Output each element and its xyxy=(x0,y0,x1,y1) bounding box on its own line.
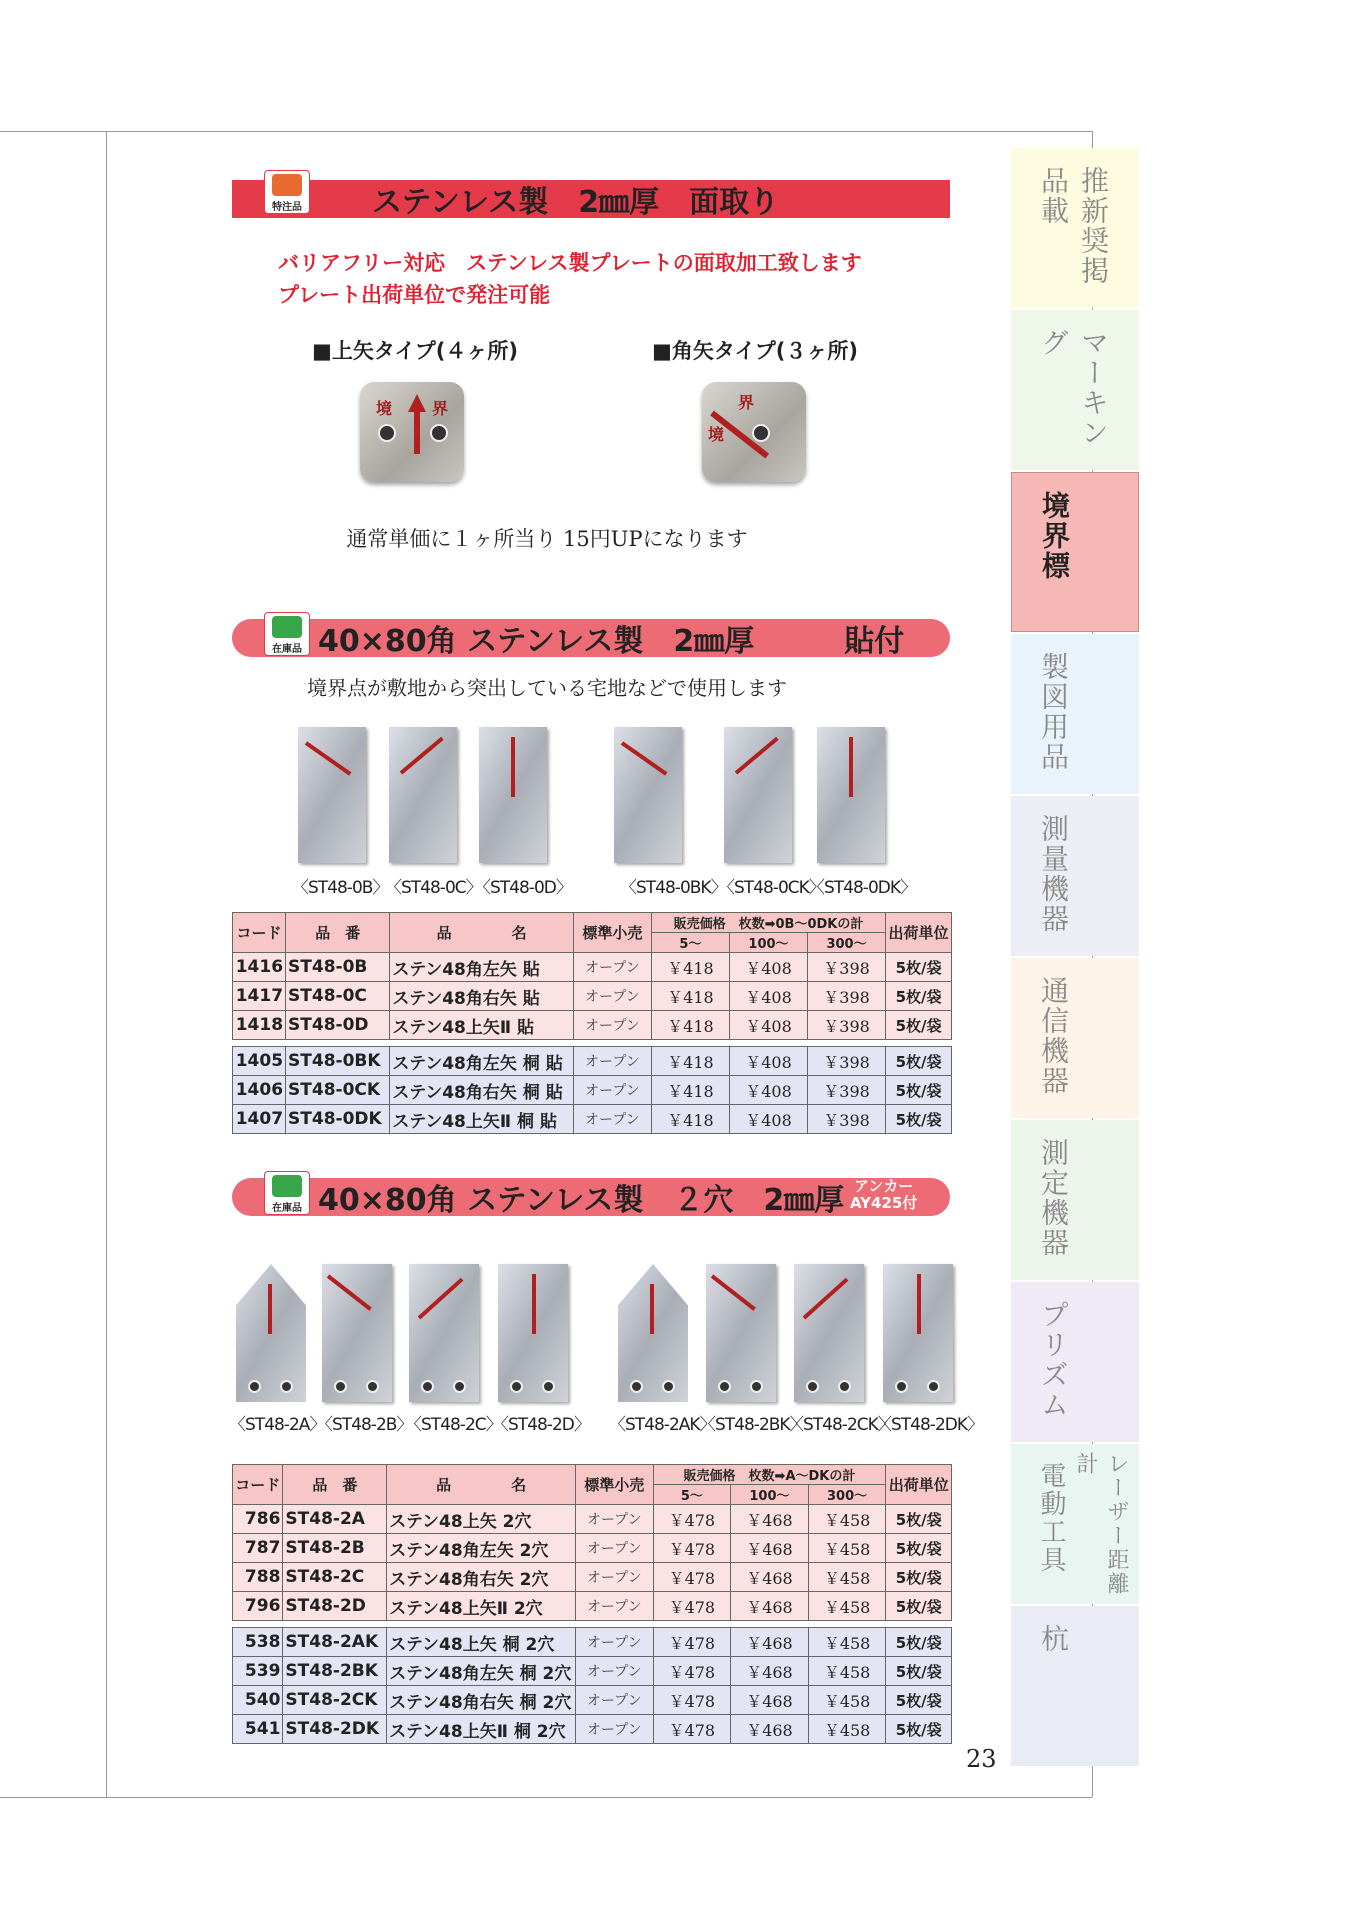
hole-icon xyxy=(421,1380,434,1393)
cell-code: 1416 xyxy=(233,953,286,982)
product-plate xyxy=(322,1264,392,1402)
product-caption: 〈ST48-2DK〉 xyxy=(875,1415,983,1435)
table-row xyxy=(233,953,952,982)
hole-icon xyxy=(895,1380,908,1393)
warehouse-icon xyxy=(272,1175,302,1197)
cell-num: ST48-2AK xyxy=(283,1628,387,1657)
cell-unit: 5枚/袋 xyxy=(886,953,952,982)
cell-unit: 5枚/袋 xyxy=(886,1628,952,1657)
table-row xyxy=(233,1563,952,1592)
side-tab-6[interactable]: 測定機器 xyxy=(1011,1120,1139,1280)
cell-unit: 5枚/袋 xyxy=(886,982,952,1011)
side-tab-2[interactable]: 境界標 xyxy=(1011,472,1139,632)
product-plate xyxy=(236,1264,306,1402)
cell-price-1: ￥418 xyxy=(651,1011,729,1040)
hole-icon xyxy=(366,1380,379,1393)
table-row xyxy=(233,982,952,1011)
hole-icon xyxy=(838,1380,851,1393)
product-caption: 〈ST48-2C〉 xyxy=(405,1415,502,1435)
cell-num: ST48-0CK xyxy=(286,1076,390,1105)
side-tab-7[interactable]: プリズム xyxy=(1011,1282,1139,1442)
cell-price-2: ￥468 xyxy=(731,1657,809,1686)
cell-num: ST48-0B xyxy=(286,953,390,982)
cell-std: オープン xyxy=(573,1105,651,1134)
cell-price-1: ￥478 xyxy=(653,1686,731,1715)
col-std: 標準小売 xyxy=(573,913,651,953)
page-number: 23 xyxy=(966,1745,997,1773)
cell-name: ステン48上矢 2穴 xyxy=(387,1505,576,1534)
hole-icon xyxy=(750,1380,763,1393)
cell-price-2: ￥408 xyxy=(729,953,807,982)
cell-price-3: ￥398 xyxy=(808,1105,886,1134)
side-tab-0[interactable]: 推新奨掲品載 xyxy=(1011,148,1139,308)
cell-std: オープン xyxy=(575,1534,653,1563)
cell-price-3: ￥458 xyxy=(808,1657,886,1686)
cell-num: ST48-2C xyxy=(283,1563,387,1592)
cell-price-2: ￥408 xyxy=(729,982,807,1011)
cell-price-3: ￥458 xyxy=(808,1505,886,1534)
hole-icon xyxy=(718,1380,731,1393)
table-row xyxy=(233,1628,952,1657)
table-row xyxy=(233,1076,952,1105)
hole-icon xyxy=(378,424,396,442)
section2-price-table: コード 品 番 品 名 標準小売 販売価格 枚数➡0B～0DKの計 出荷単位 5～ 100～ 300～ 1416 ST48-0B ステン48角左矢 貼 オープン ￥418 ￥408 ￥398 5枚/袋 1417 ST48-0C ステン48角右矢 貼 オープン ￥418 ￥408 ￥398 5枚/袋 1418 ST48-0D ステン48上矢Ⅱ 貼 オープン ￥418 ￥408 ￥398 5枚/袋 1405 ST48-0BK ステン48角左矢 桐 貼 オープン ￥418 ￥408 ￥398 5枚/袋 1406 ST48-0CK ステン48角右矢 桐 貼 オープン ￥418 ￥408 ￥398 5枚/袋 1407 ST48-0DK ステン48上矢Ⅱ 桐 貼 オープン ￥418 ￥408 ￥398 5枚/袋 xyxy=(232,912,952,1134)
cell-std: オープン xyxy=(575,1657,653,1686)
cell-price-3: ￥398 xyxy=(808,1011,886,1040)
in-stock-badge: 在庫品 xyxy=(264,1171,310,1215)
table-row xyxy=(233,1011,952,1040)
cell-price-2: ￥468 xyxy=(731,1686,809,1715)
cell-price-3: ￥458 xyxy=(808,1534,886,1563)
cell-name: ステン48上矢Ⅱ 2穴 xyxy=(387,1592,576,1621)
hole-icon xyxy=(927,1380,940,1393)
up-arrow-icon xyxy=(650,1284,654,1334)
cell-std: オープン xyxy=(573,982,651,1011)
cell-price-2: ￥468 xyxy=(731,1505,809,1534)
special-order-badge: 特注品 xyxy=(264,170,310,214)
cell-price-2: ￥468 xyxy=(731,1563,809,1592)
product-plate xyxy=(389,727,457,863)
cell-price-3: ￥398 xyxy=(808,1047,886,1076)
type-label-up-arrow: ■上矢タイプ(４ヶ所) xyxy=(312,339,518,363)
product-caption: 〈ST48-2B〉 xyxy=(316,1415,413,1435)
cell-name: ステン48角右矢 2穴 xyxy=(387,1563,576,1592)
cell-price-1: ￥418 xyxy=(651,1076,729,1105)
cell-num: ST48-2BK xyxy=(283,1657,387,1686)
cell-unit: 5枚/袋 xyxy=(886,1592,952,1621)
cell-price-3: ￥398 xyxy=(808,1076,886,1105)
cell-std: オープン xyxy=(575,1686,653,1715)
cell-unit: 5枚/袋 xyxy=(886,1686,952,1715)
plate-kanji-1: 境 xyxy=(376,399,393,418)
col-code: コード xyxy=(233,913,286,953)
cell-unit: 5枚/袋 xyxy=(886,1715,952,1744)
product-caption: 〈ST48-0BK〉 xyxy=(620,878,727,898)
cell-unit: 5枚/袋 xyxy=(886,1563,952,1592)
cell-price-1: ￥418 xyxy=(651,1105,729,1134)
cell-price-3: ￥398 xyxy=(808,982,886,1011)
cell-std: オープン xyxy=(573,1076,651,1105)
page-frame-bottom xyxy=(0,1797,1092,1798)
hole-icon xyxy=(334,1380,347,1393)
cell-price-3: ￥458 xyxy=(808,1628,886,1657)
col-price: 販売価格 枚数➡0B～0DKの計 xyxy=(651,913,885,933)
section2-desc: 境界点が敷地から突出している宅地などで使用します xyxy=(307,676,787,700)
diagonal-arrow-icon xyxy=(305,741,352,775)
product-caption: 〈ST48-0CK〉 xyxy=(718,878,825,898)
cell-code: 1418 xyxy=(233,1011,286,1040)
cell-std: オープン xyxy=(573,1011,651,1040)
cell-code: 788 xyxy=(233,1563,283,1592)
in-stock-badge: 在庫品 xyxy=(264,612,310,656)
side-tab-4[interactable]: 測量機器 xyxy=(1011,796,1139,956)
cell-num: ST48-0DK xyxy=(286,1105,390,1134)
cell-price-3: ￥458 xyxy=(808,1592,886,1621)
type-label-corner-arrow: ■角矢タイプ(３ヶ所) xyxy=(652,339,858,363)
product-plate xyxy=(614,727,682,863)
cell-price-3: ￥458 xyxy=(808,1563,886,1592)
side-tab-9[interactable]: 杭 xyxy=(1011,1606,1139,1766)
plate-corner-arrow-type xyxy=(702,382,806,482)
section1-note-1: バリアフリー対応 ステンレス製プレートの面取加工致します xyxy=(278,251,862,275)
product-caption: 〈ST48-2CK〉 xyxy=(787,1415,894,1435)
diagonal-arrow-icon xyxy=(400,737,444,775)
cell-unit: 5枚/袋 xyxy=(886,1076,952,1105)
hole-icon xyxy=(430,424,448,442)
cell-code: 1417 xyxy=(233,982,286,1011)
plate-up-arrow-type xyxy=(360,382,464,482)
cell-price-1: ￥478 xyxy=(653,1715,731,1744)
table-row xyxy=(233,1534,952,1563)
cell-price-2: ￥408 xyxy=(729,1011,807,1040)
hole-icon xyxy=(662,1380,675,1393)
product-plate xyxy=(498,1264,568,1402)
cell-code: 787 xyxy=(233,1534,283,1563)
section1-note-2: プレート出荷単位で発注可能 xyxy=(278,283,551,307)
section3-price-table: コード 品 番 品 名 標準小売 販売価格 枚数➡A～DKの計 出荷単位 5～ 100～ 300～ 786 ST48-2A ステン48上矢 2穴 オープン ￥478 ￥468 ￥458 5枚/袋 787 ST48-2B ステン48角左矢 2穴 オープン ￥478 ￥468 ￥458 5枚/袋 788 ST48-2C ステン48角右矢 2穴 オープン ￥478 ￥468 ￥458 5枚/袋 796 ST48-2D ステン48上矢Ⅱ 2穴 オープン ￥478 ￥468 ￥458 5枚/袋 538 ST48-2AK ステン48上矢 桐 2穴 オープン ￥478 ￥468 ￥458 5枚/袋 539 ST48-2BK ステン48角左矢 桐 2穴 オープン ￥478 ￥468 ￥458 5枚/袋 540 ST48-2CK ステン48角右矢 桐 2穴 オープン ￥478 ￥468 ￥458 5枚/袋 541 ST48-2DK ステン48上矢Ⅱ 桐 2穴 オープン ￥478 ￥468 ￥458 5枚/袋 xyxy=(232,1464,952,1744)
cell-name: ステン48角左矢 桐 2穴 xyxy=(387,1657,576,1686)
page-frame-top xyxy=(0,131,1092,132)
cell-price-1: ￥478 xyxy=(653,1628,731,1657)
cell-code: 1406 xyxy=(233,1076,286,1105)
diagonal-arrow-icon xyxy=(327,1274,372,1310)
product-plate xyxy=(409,1264,479,1402)
product-caption: 〈ST48-0D〉 xyxy=(474,878,572,898)
section1-title: ステンレス製 2㎜厚 面取り xyxy=(372,185,780,220)
col-unit: 出荷単位 xyxy=(886,1465,952,1505)
cell-price-2: ￥468 xyxy=(731,1628,809,1657)
cell-code: 786 xyxy=(233,1505,283,1534)
plate-kanji-2: 界 xyxy=(432,399,449,418)
up-arrow-icon xyxy=(849,737,853,797)
cell-std: オープン xyxy=(575,1715,653,1744)
col-price: 販売価格 枚数➡A～DKの計 xyxy=(653,1465,886,1485)
cell-price-2: ￥468 xyxy=(731,1715,809,1744)
cell-price-2: ￥408 xyxy=(729,1076,807,1105)
cell-name: ステン48上矢Ⅱ 桐 貼 xyxy=(390,1105,573,1134)
col-num: 品 番 xyxy=(283,1465,387,1505)
cell-price-1: ￥478 xyxy=(653,1563,731,1592)
section2-banner xyxy=(232,619,950,657)
table-row xyxy=(233,1047,952,1076)
table-row xyxy=(233,1105,952,1134)
cell-std: オープン xyxy=(575,1505,653,1534)
cell-price-1: ￥418 xyxy=(651,982,729,1011)
product-caption: 〈ST48-0C〉 xyxy=(385,878,482,898)
cell-code: 541 xyxy=(233,1715,283,1744)
hole-icon xyxy=(453,1380,466,1393)
hole-icon xyxy=(280,1380,293,1393)
col-unit: 出荷単位 xyxy=(886,913,952,953)
cell-num: ST48-0D xyxy=(286,1011,390,1040)
table-row xyxy=(233,1657,952,1686)
cell-code: 539 xyxy=(233,1657,283,1686)
diagonal-arrow-icon xyxy=(803,1278,849,1320)
side-tab-8[interactable]: 電動工具 レーザー距離計 xyxy=(1011,1444,1139,1604)
cell-name: ステン48角右矢 桐 貼 xyxy=(390,1076,573,1105)
cell-unit: 5枚/袋 xyxy=(886,1657,952,1686)
cell-num: ST48-2D xyxy=(283,1592,387,1621)
product-plate xyxy=(706,1264,776,1402)
side-tab-3[interactable]: 製図用品 xyxy=(1011,634,1139,794)
product-plate xyxy=(724,727,792,863)
cell-std: オープン xyxy=(573,953,651,982)
product-plate xyxy=(618,1264,688,1402)
cell-name: ステン48角左矢 桐 貼 xyxy=(390,1047,573,1076)
product-caption: 〈ST48-2D〉 xyxy=(492,1415,590,1435)
cell-unit: 5枚/袋 xyxy=(886,1011,952,1040)
col-name: 品 名 xyxy=(387,1465,576,1505)
cell-unit: 5枚/袋 xyxy=(886,1105,952,1134)
cell-price-2: ￥468 xyxy=(731,1592,809,1621)
table-row xyxy=(233,1686,952,1715)
cell-name: ステン48上矢Ⅱ 桐 2穴 xyxy=(387,1715,576,1744)
plate-kanji-1: 境 xyxy=(708,425,725,444)
cell-name: ステン48角右矢 桐 2穴 xyxy=(387,1686,576,1715)
cell-code: 1405 xyxy=(233,1047,286,1076)
section1-banner xyxy=(232,180,950,218)
cell-price-2: ￥408 xyxy=(729,1105,807,1134)
product-caption: 〈ST48-2BK〉 xyxy=(699,1415,806,1435)
diagonal-arrow-icon xyxy=(621,741,668,775)
col-name: 品 名 xyxy=(390,913,573,953)
col-std: 標準小売 xyxy=(575,1465,653,1505)
hand-icon xyxy=(272,174,302,196)
cell-price-1: ￥478 xyxy=(653,1505,731,1534)
section2-title: 40×80角 ステンレス製 2㎜厚 貼付 xyxy=(318,624,905,659)
hole-icon xyxy=(248,1380,261,1393)
hole-icon xyxy=(510,1380,523,1393)
side-tab-1[interactable]: マーキング xyxy=(1011,310,1139,470)
up-arrow-icon xyxy=(532,1274,536,1334)
product-caption: 〈ST48-2A〉 xyxy=(229,1415,326,1435)
cell-std: オープン xyxy=(573,1047,651,1076)
cell-num: ST48-2DK xyxy=(283,1715,387,1744)
page-frame-left xyxy=(106,131,107,1797)
product-plate xyxy=(883,1264,953,1402)
hole-icon xyxy=(752,424,770,442)
cell-num: ST48-2B xyxy=(283,1534,387,1563)
cell-std: オープン xyxy=(575,1563,653,1592)
cell-price-2: ￥408 xyxy=(729,1047,807,1076)
product-plate xyxy=(794,1264,864,1402)
cell-std: オープン xyxy=(575,1592,653,1621)
cell-num: ST48-2CK xyxy=(283,1686,387,1715)
cell-price-3: ￥458 xyxy=(808,1715,886,1744)
col-num: 品 番 xyxy=(286,913,390,953)
cell-unit: 5枚/袋 xyxy=(886,1534,952,1563)
cell-code: 1407 xyxy=(233,1105,286,1134)
cell-name: ステン48角左矢 2穴 xyxy=(387,1534,576,1563)
cell-name: ステン48上矢Ⅱ 貼 xyxy=(390,1011,573,1040)
diagonal-arrow-icon xyxy=(711,1274,756,1310)
cell-name: ステン48上矢 桐 2穴 xyxy=(387,1628,576,1657)
plate-kanji-2: 界 xyxy=(738,393,755,412)
cell-num: ST48-2A xyxy=(283,1505,387,1534)
col-code: コード xyxy=(233,1465,283,1505)
product-caption: 〈ST48-0DK〉 xyxy=(808,878,916,898)
cell-unit: 5枚/袋 xyxy=(886,1505,952,1534)
up-arrow-icon xyxy=(917,1274,921,1334)
table-row xyxy=(233,1505,952,1534)
table-row xyxy=(233,1715,952,1744)
cell-name: ステン48角右矢 貼 xyxy=(390,982,573,1011)
diagonal-arrow-icon xyxy=(418,1278,464,1320)
cell-std: オープン xyxy=(575,1628,653,1657)
side-tab-5[interactable]: 通信機器 xyxy=(1011,958,1139,1118)
product-plate xyxy=(479,727,547,863)
cell-num: ST48-0C xyxy=(286,982,390,1011)
section3-title: 40×80角 ステンレス製 ２穴 2㎜厚 xyxy=(318,1183,845,1218)
hole-icon xyxy=(630,1380,643,1393)
cell-code: 796 xyxy=(233,1592,283,1621)
up-arrow-icon xyxy=(511,737,515,797)
hole-icon xyxy=(542,1380,555,1393)
cell-price-1: ￥478 xyxy=(653,1592,731,1621)
hole-icon xyxy=(806,1380,819,1393)
cell-name: ステン48角左矢 貼 xyxy=(390,953,573,982)
cell-price-2: ￥468 xyxy=(731,1534,809,1563)
cell-unit: 5枚/袋 xyxy=(886,1047,952,1076)
cell-code: 540 xyxy=(233,1686,283,1715)
diagonal-arrow-icon xyxy=(735,737,779,775)
warehouse-icon xyxy=(272,616,302,638)
product-caption: 〈ST48-0B〉 xyxy=(292,878,389,898)
cell-price-3: ￥458 xyxy=(808,1686,886,1715)
table-row xyxy=(233,1592,952,1621)
section3-banner xyxy=(232,1178,950,1216)
cell-code: 538 xyxy=(233,1628,283,1657)
anchor-note: アンカー AY425付 xyxy=(850,1177,918,1212)
product-caption: 〈ST48-2AK〉 xyxy=(609,1415,716,1435)
cell-price-1: ￥418 xyxy=(651,953,729,982)
cell-price-1: ￥418 xyxy=(651,1047,729,1076)
price-note: 通常単価に１ヶ所当り 15円UPになります xyxy=(346,527,748,551)
cell-price-1: ￥478 xyxy=(653,1657,731,1686)
cell-price-3: ￥398 xyxy=(808,953,886,982)
cell-num: ST48-0BK xyxy=(286,1047,390,1076)
product-plate xyxy=(817,727,885,863)
product-plate xyxy=(298,727,366,863)
up-arrow-icon xyxy=(268,1284,272,1334)
cell-price-1: ￥478 xyxy=(653,1534,731,1563)
